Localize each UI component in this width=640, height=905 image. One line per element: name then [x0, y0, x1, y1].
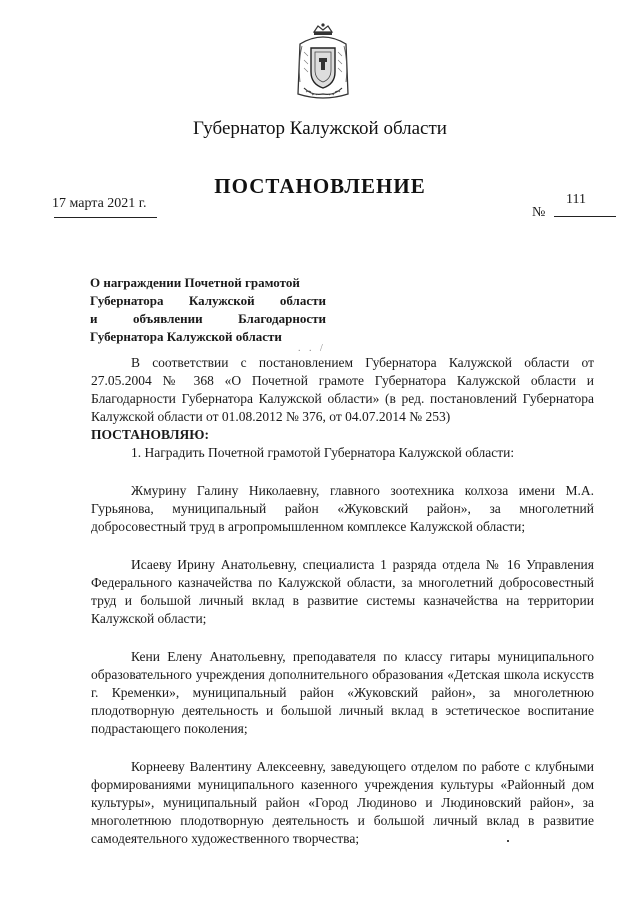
preamble-paragraph: В соответствии с постановлением Губернатора Калужской области от 27.05.2004 № 368 «О Почетной грамоте Губернатора Калужской области и Благодарности Губернатора Калужской области» (в ред. постановлений Губернатора Калужской области от 01.08.2012 № 376, от 04.07.2014 № 253): [91, 355, 594, 424]
document-number: 111: [566, 192, 586, 207]
document-type-title: ПОСТАНОВЛЕНИЕ: [214, 174, 426, 198]
date-underline: [54, 217, 157, 218]
awardee-paragraph: Корнееву Валентину Алексеевну, заведующего отделом по работе с клубными формированиями муниципального казенного учреждения культуры «Районный дом культуры», муниципальный район «Город Людиново и Людиновский район», за многолетнюю плодотворную деятельность и большой личный вклад в развитие самодеятельного художественного творчества;: [91, 759, 594, 846]
awardee-paragraph: Жмурину Галину Николаевну, главного зоотехника колхоза имени М.А. Гурьянова, муниципальный район «Жуковский район», за многолетний добросовестный труд в агропромышленном комплексе Калужской области;: [91, 483, 594, 534]
awardee-paragraph: Исаеву Ирину Анатольевну, специалиста 1 разряда отдела № 16 Управления Федерального казначейства по Калужской области, за многолетний добросовестный труд и большой личный вклад в развитие системы казначейства на территории Калужской области;: [91, 557, 594, 626]
decree-heading: ПОСТАНОВЛЯЮ:: [91, 427, 209, 442]
subject-line: и объявлении Благодарности: [90, 311, 326, 326]
issuing-authority: Губернатор Калужской области: [193, 118, 447, 139]
scan-speck: [507, 840, 509, 842]
coat-of-arms-icon: [292, 22, 354, 104]
number-sign: №: [532, 205, 546, 220]
subject-line: Губернатора Калужской области: [90, 293, 326, 308]
document-subject: [90, 274, 326, 346]
item-1-paragraph: 1. Наградить Почетной грамотой Губернатора Калужской области:: [131, 445, 515, 460]
document-date: 17 марта 2021 г.: [52, 196, 147, 211]
number-underline: [554, 216, 616, 217]
stray-marks: . . /: [298, 343, 326, 354]
awardee-paragraph: Кени Елену Анатольевну, преподавателя по классу гитары муниципального образовательного учреждения дополнительного образования «Детская школа искусств г. Кременки», муниципальный район «Жуковский район», за многолетнюю плодотворную деятельность и большой личный вклад в эстетическое воспитание подрастающего поколения;: [91, 649, 594, 736]
document-body: [91, 354, 594, 848]
subject-line: О награждении Почетной грамотой: [90, 275, 300, 290]
subject-line: Губернатора Калужской области: [90, 329, 282, 344]
